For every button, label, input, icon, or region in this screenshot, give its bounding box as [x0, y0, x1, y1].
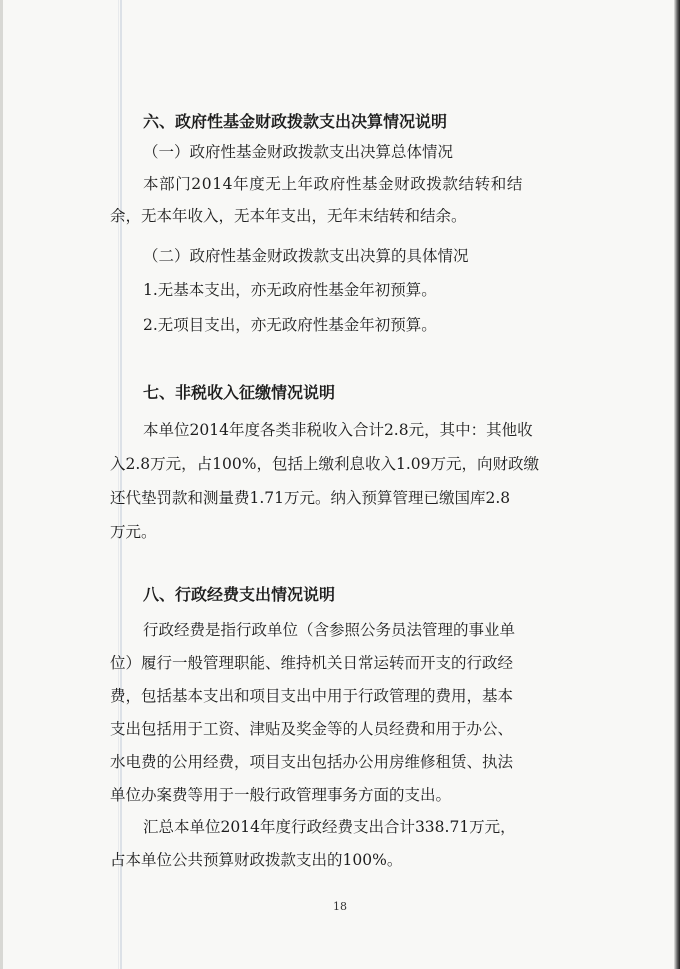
scan-left-edge	[0, 0, 3, 969]
scan-right-edge	[674, 0, 680, 969]
section-8-line-6: 单位办案费等用于一般行政管理事务方面的支出。	[110, 786, 452, 804]
scan-artifact-line-2	[118, 0, 119, 969]
section-8-heading: 八、行政经费支出情况说明	[143, 585, 336, 604]
section-6-line-1: （一）政府性基金财政拨款支出决算总体情况	[143, 143, 454, 161]
section-6-line-5: 1.无基本支出，亦无政府性基金年初预算。	[143, 281, 437, 299]
section-8-line-8: 占本单位公共预算财政拨款支出的100%。	[110, 851, 403, 869]
section-8-line-2: 位）履行一般管理职能、维持机关日常运转而开支的行政经	[110, 654, 514, 672]
section-8-line-7: 汇总本单位2014年度行政经费支出合计338.71万元，	[143, 818, 516, 836]
section-7-line-2: 入2.8万元，占100%，包括上缴利息收入1.09万元，向财政缴	[110, 455, 539, 473]
scan-artifact-line	[120, 0, 122, 969]
section-6-line-6: 2.无项目支出，亦无政府性基金年初预算。	[143, 316, 437, 334]
section-7-line-1: 本单位2014年度各类非税收入合计2.8元，其中：其他收	[143, 421, 533, 439]
section-8-line-4: 支出包括用于工资、津贴及奖金等的人员经费和用于办公、	[110, 720, 514, 738]
section-7-line-4: 万元。	[110, 523, 157, 541]
section-8-line-5: 水电费的公用经费，项目支出包括办公用房维修租赁、执法	[110, 753, 514, 771]
section-6-line-3: 余，无本年收入，无本年支出，无年末结转和结余。	[110, 207, 467, 225]
section-6-line-4: （二）政府性基金财政拨款支出决算的具体情况	[143, 247, 469, 265]
section-6-heading: 六、政府性基金财政拨款支出决算情况说明	[143, 112, 448, 131]
page-number: 18	[333, 900, 347, 913]
section-8-line-1: 行政经费是指行政单位（含参照公务员法管理的事业单	[143, 621, 516, 639]
section-8-line-3: 费，包括基本支出和项目支出中用于行政管理的费用，基本	[110, 687, 514, 705]
section-7-line-3: 还代垫罚款和测量费1.71万元。纳入预算管理已缴国库2.8	[110, 489, 511, 507]
section-7-heading: 七、非税收入征缴情况说明	[143, 383, 336, 402]
section-6-line-2: 本部门2014年度无上年政府性基金财政拨款结转和结	[143, 175, 523, 193]
